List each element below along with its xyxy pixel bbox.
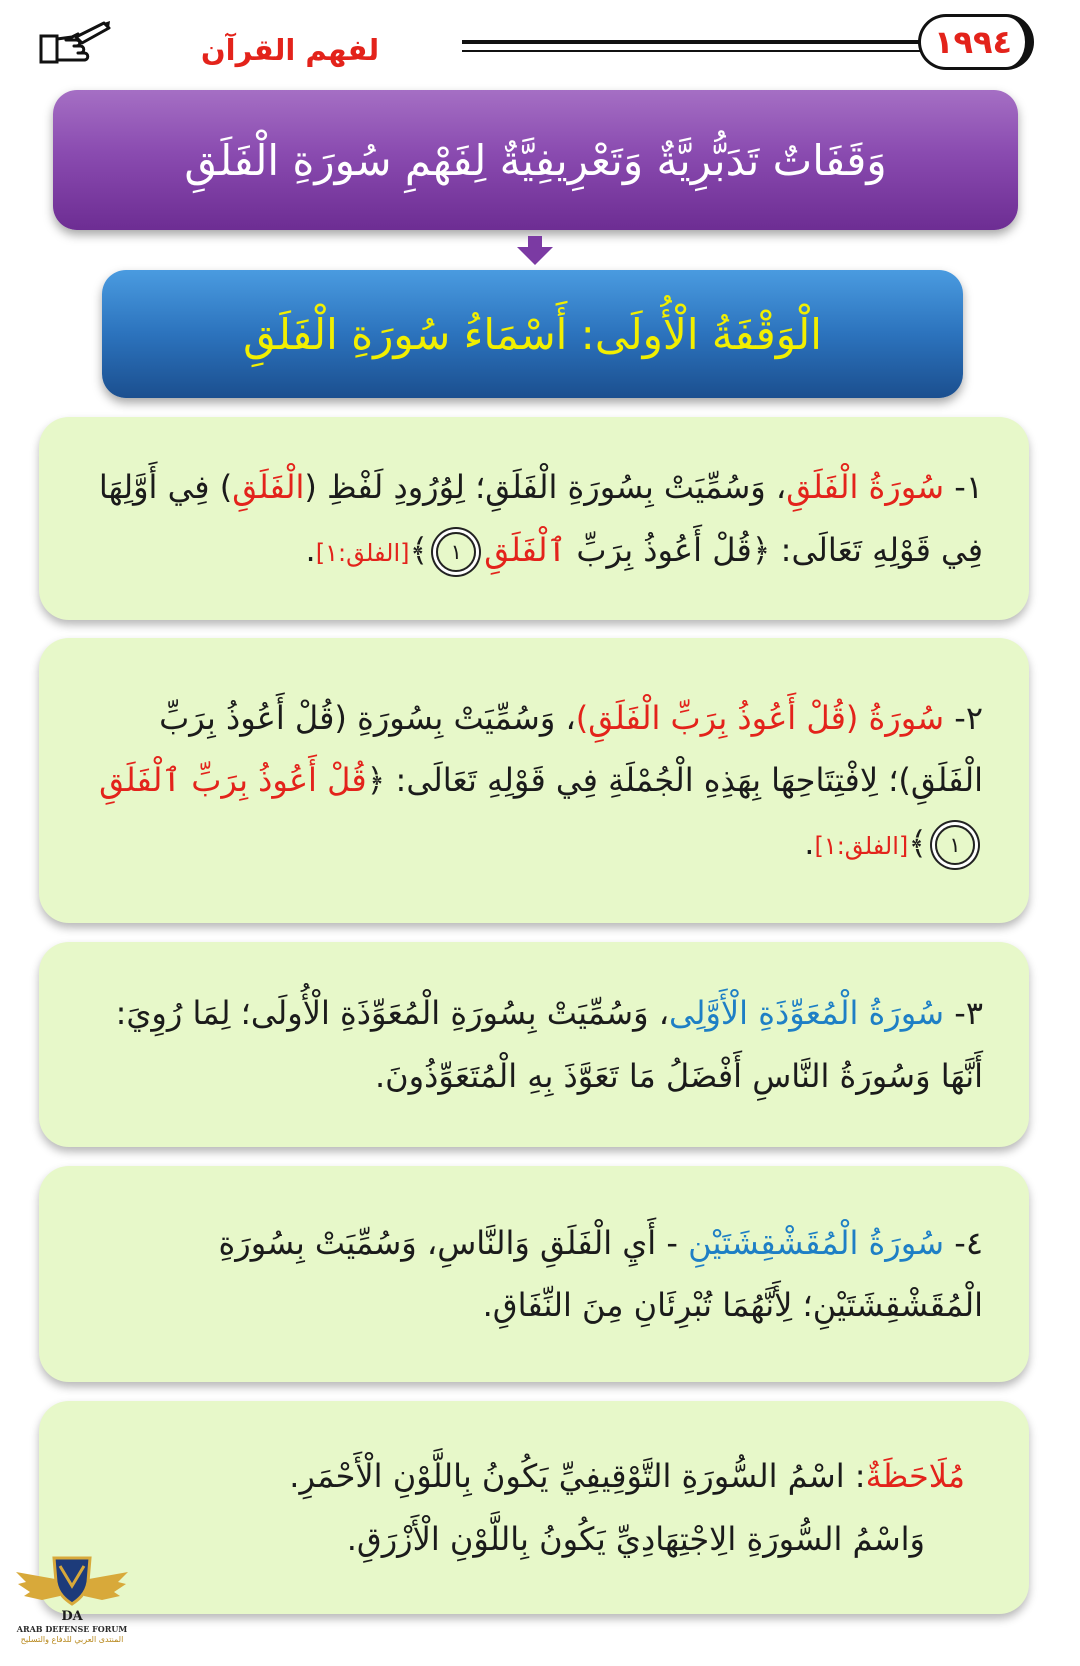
- note-line-2: وَاسْمُ السُّورَةِ الِاجْتِهَادِيِّ يَكُونُ بِاللَّوْنِ الْأَزْرَقِ.: [346, 1519, 925, 1558]
- item-explanation: ، وَسُمِّيَتْ بِسُورَةِ الْمُعَوِّذَةِ الْأُولَى؛ لِمَا رُوِيَ: أَنَّهَا وَسُورَةُ النَّاسِ أَفْضَلُ مَا تَعَوَّذَ بِهِ الْمُتَعَوِّذُونَ.: [115, 994, 983, 1095]
- logo-emblem-icon: [12, 1552, 132, 1624]
- forum-logo: [8, 1552, 136, 1658]
- ayah-number-marker: ١: [436, 532, 476, 572]
- name-item-3: [39, 942, 1029, 1147]
- surah-name-ijtihadi: سُورَةُ الْمُعَوِّذَةِ الْأَوَّلِى: [669, 994, 945, 1033]
- book-title: لفهم القرآن: [200, 33, 380, 67]
- page-number: ١٩٩٤: [918, 14, 1034, 70]
- item-text: [85, 687, 983, 874]
- ayah-number-marker: ١: [935, 825, 975, 865]
- item-explanation-cont: ) فِي أَوَّلِهَا فِي قَوْلِهِ تَعَالَى: ﴿قُلْ أَعُوذُ بِرَبِّ: [98, 468, 983, 569]
- surah-name-tawqifi: سُورَةُ (قُلْ أَعُوذُ بِرَبِّ الْفَلَقِ): [575, 698, 945, 737]
- logo-name-en: ARAB DEFENSE FORUM: [16, 1624, 128, 1634]
- item-number: ٤-: [944, 1223, 983, 1262]
- verse-reference: [الفلق:١]: [814, 831, 909, 860]
- item-explanation: - أَيِ الْفَلَقِ وَالنَّاسِ، وَسُمِّيَتْ بِسُورَةِ الْمُقَشْقِشَتَيْنِ؛ لِأَنَّهُمَا تُبْرِئَانِ مِنَ النِّفَاقِ.: [218, 1223, 983, 1324]
- item-text: [85, 982, 983, 1107]
- item-text: [85, 1212, 983, 1337]
- section-banner: [102, 270, 963, 398]
- surah-name-ijtihadi: سُورَةُ الْمُقَشْقِشَتَيْنِ: [688, 1223, 945, 1262]
- header-rule: [462, 40, 924, 52]
- item-number: ٢-: [944, 698, 983, 737]
- down-arrow-icon: [515, 236, 555, 266]
- name-item-4: [39, 1166, 1029, 1382]
- item-number: ١-: [944, 468, 983, 507]
- verse-close-bracket: ﴾: [409, 530, 429, 569]
- note-label: مُلَاحَظَةٌ: [865, 1457, 965, 1496]
- item-explanation: ، وَسُمِّيَتْ بِسُورَةِ الْفَلَقِ؛ لِوُرُودِ لَفْظِ (: [304, 468, 787, 507]
- verse-close-bracket: ﴾: [908, 823, 927, 862]
- sentence-end: .: [305, 530, 316, 569]
- section-banner-text: الْوَقْفَةُ الْأُولَى: أَسْمَاءُ سُورَةِ الْفَلَقِ: [243, 309, 822, 359]
- surah-name-tawqifi: سُورَةُ الْفَلَقِ: [786, 468, 945, 507]
- writing-hand-icon: [38, 20, 114, 70]
- item-text: [85, 456, 983, 581]
- logo-initials: DA: [61, 1609, 83, 1624]
- verse-reference: [الفلق:١]: [315, 538, 410, 567]
- verse-highlight: قُلْ أَعُوذُ بِرَبِّ ٱلْفَلَقِ: [99, 761, 367, 800]
- note-text: [103, 1445, 965, 1570]
- highlighted-word: الْفَلَقِ: [232, 468, 305, 507]
- name-item-1: [39, 417, 1029, 620]
- logo-name-ar: المنتدى العربي للدفاع والتسليح: [20, 1635, 124, 1644]
- verse-highlight: ٱلْفَلَقِ: [484, 530, 567, 569]
- title-banner-text: وَقَفَاتٌ تَدَبُّرِيَّةٌ وَتَعْرِيفِيَّةٌ لِفَهْمِ سُورَةِ الْفَلَقِ: [184, 135, 887, 185]
- item-explanation: ، وَسُمِّيَتْ بِسُورَةِ (قُلْ أَعُوذُ بِرَبِّ الْفَلَقِ)؛ لِافْتِتَاحِهَا بِهَذِهِ الْجُمْلَةِ فِي قَوْلِهِ تَعَالَى: ﴿: [159, 698, 983, 800]
- sentence-end: .: [804, 823, 815, 862]
- note-box: [39, 1401, 1029, 1614]
- title-banner: [53, 90, 1018, 230]
- item-number: ٣-: [944, 994, 983, 1033]
- name-item-2: [39, 638, 1029, 923]
- note-line-1: : اسْمُ السُّورَةِ التَّوْقِيفِيِّ يَكُونُ بِاللَّوْنِ الْأَحْمَرِ.: [289, 1457, 866, 1496]
